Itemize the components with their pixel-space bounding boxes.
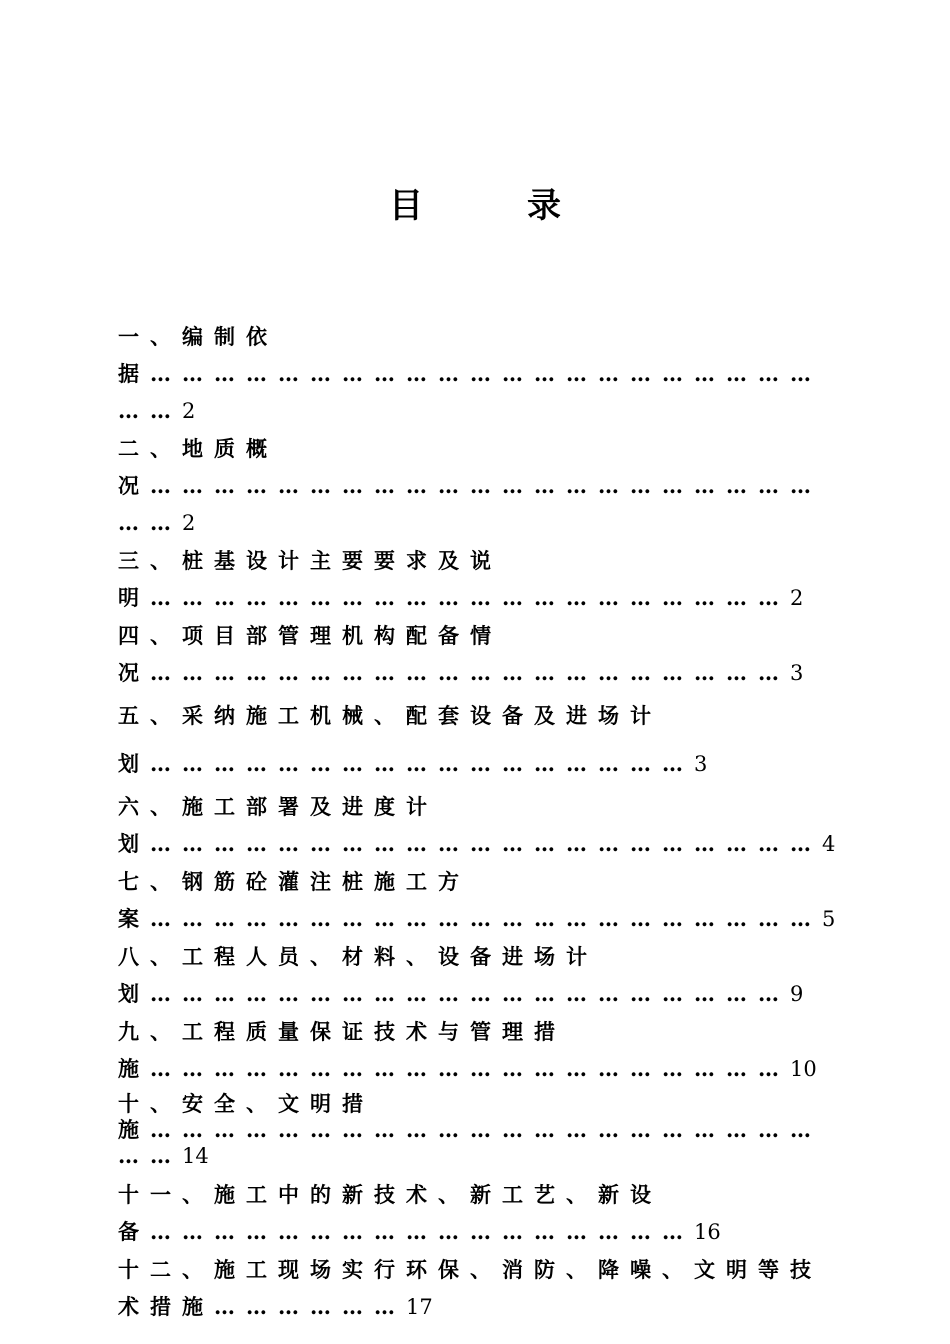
toc-entry-leader: …………………………………………………………… [118, 473, 822, 535]
toc-entry-6[interactable] [118, 788, 850, 863]
toc-entry-page: 2 [182, 511, 196, 535]
toc-entry-leader: …………………………………………………… [150, 660, 790, 685]
toc-entry-title: 五、采纳施工机械、配套设备及进场计划 [118, 703, 662, 776]
toc-entry-leader: …………………………………………… [150, 1219, 694, 1244]
toc-entry-leader: ……………………………………………………… [150, 831, 822, 856]
toc-entry-title: 七、钢筋砼灌注桩施工方案 [118, 869, 470, 931]
toc-entry-page: 2 [790, 586, 804, 610]
toc-entry-2[interactable] [118, 430, 850, 542]
toc-entry-leader: …………………………………………… [150, 751, 694, 776]
toc-entry-page: 17 [406, 1295, 433, 1319]
toc-entry-10[interactable] [118, 1091, 850, 1169]
page-title-char-1: 目 [389, 186, 423, 226]
toc-entry-page: 10 [790, 1057, 817, 1081]
toc-entry-title: 十、安全、文明措施 [118, 1091, 374, 1142]
toc-entry-leader: ……………………………………………………… [150, 906, 822, 931]
toc-entry-title: 三、桩基设计主要要求及说明 [118, 548, 502, 610]
toc-entry-page: 5 [822, 907, 836, 931]
toc-entry-title: 九、工程质量保证技术与管理措施 [118, 1019, 566, 1081]
toc-entry-title: 十一、施工中的新技术、新工艺、新设备 [118, 1182, 662, 1244]
toc-entry-page: 3 [694, 752, 708, 776]
toc-entry-5[interactable] [118, 692, 850, 788]
toc-entry-1[interactable] [118, 318, 850, 430]
page-title-char-2: 录 [527, 186, 561, 226]
toc-entry-8[interactable] [118, 938, 850, 1013]
toc-entry-leader: …………………………………………………………… [118, 361, 822, 423]
toc-entry-leader: ……………… [214, 1294, 406, 1319]
toc-entry-title: 二、地质概况 [118, 436, 278, 498]
toc-entry-11[interactable] [118, 1176, 850, 1251]
toc-entry-leader: …………………………………………………… [150, 585, 790, 610]
toc-entry-12[interactable] [118, 1251, 850, 1326]
toc-entry-page: 2 [182, 399, 196, 423]
toc-entry-page: 16 [694, 1220, 721, 1244]
toc-entry-leader: …………………………………………………………… [118, 1117, 822, 1168]
toc-entry-leader: …………………………………………………… [150, 981, 790, 1006]
toc-entry-page: 3 [790, 661, 804, 685]
toc-entry-4[interactable] [118, 617, 850, 692]
toc-entry-page: 9 [790, 982, 804, 1006]
toc-entry-title: 十二、施工现场实行环保、消防、降噪、文明等技术措施 [118, 1257, 822, 1319]
toc-entry-leader: …………………………………………………… [150, 1056, 790, 1081]
page-title [0, 178, 950, 227]
toc-entry-3[interactable] [118, 542, 850, 617]
toc-entry-title: 一、编制依据 [118, 324, 278, 386]
table-of-contents [118, 318, 850, 1326]
toc-entry-title: 六、施工部署及进度计划 [118, 794, 438, 856]
toc-entry-9[interactable] [118, 1013, 850, 1088]
toc-entry-page: 14 [182, 1144, 209, 1168]
toc-entry-title: 八、工程人员、材料、设备进场计划 [118, 944, 598, 1006]
toc-entry-title: 四、项目部管理机构配备情况 [118, 623, 502, 685]
toc-entry-7[interactable] [118, 863, 850, 938]
toc-entry-page: 4 [822, 832, 836, 856]
